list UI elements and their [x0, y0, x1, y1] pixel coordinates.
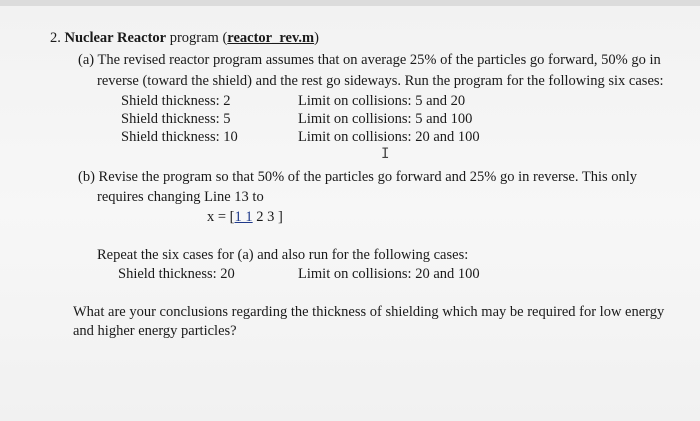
- top-edge: [0, 0, 700, 6]
- case-1-shield: Shield thickness: 2: [121, 93, 231, 109]
- code-line: [207, 208, 283, 226]
- question-line2: and higher energy particles?: [73, 323, 237, 339]
- extra-limit: Limit on collisions: 20 and 100: [298, 266, 480, 282]
- question-line1: What are your conclusions regarding the thickness of shielding which may be required for low energy: [73, 304, 665, 320]
- part-a-line2: reverse (toward the shield) and the rest go sideways. Run the program for the following six cases:: [97, 73, 664, 89]
- case-1-limit: Limit on collisions: 5 and 20: [298, 93, 466, 109]
- extra-shield: Shield thickness: 20: [118, 266, 235, 282]
- title-close: ): [314, 30, 319, 46]
- code-underlined: 1 1: [234, 209, 253, 225]
- title-bold: Nuclear Reactor: [64, 30, 167, 46]
- case-3-shield: Shield thickness: 10: [121, 129, 238, 145]
- part-b-line1: (b) Revise the program so that 50% of the particles go forward and 25% go in reverse. This only: [78, 169, 638, 185]
- case-2-limit: Limit on collisions: 5 and 100: [298, 111, 473, 127]
- title-rest: program (: [169, 30, 228, 46]
- problem-title: [50, 29, 319, 47]
- code-suffix: 2 3 ]: [252, 209, 283, 225]
- case-2-shield: Shield thickness: 5: [121, 111, 231, 127]
- part-b-line2: requires changing Line 13 to: [97, 189, 264, 205]
- code-prefix: x = [: [207, 209, 235, 225]
- repeat-line: Repeat the six cases for (a) and also run for the following cases:: [97, 247, 469, 263]
- filename-link[interactable]: reactor_rev.m: [227, 30, 315, 46]
- part-a-line1: (a) The revised reactor program assumes that on average 25% of the particles go forward, 50% go in: [78, 52, 661, 68]
- text-cursor-icon: I: [381, 146, 390, 162]
- problem-number: 2.: [50, 30, 61, 46]
- case-3-limit: Limit on collisions: 20 and 100: [298, 129, 480, 145]
